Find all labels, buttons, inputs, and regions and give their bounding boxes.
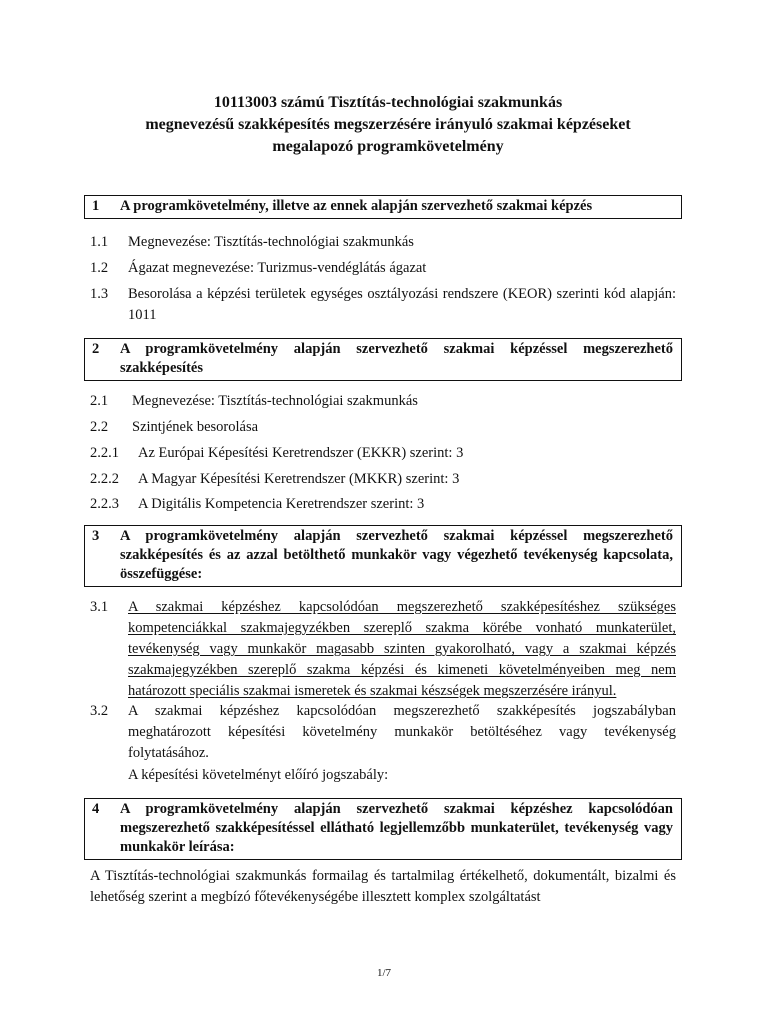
item-number: 3.2 xyxy=(90,703,109,719)
item-number: 3.1 xyxy=(90,599,109,615)
section-4-heading xyxy=(84,798,682,860)
item-number: 1.3 xyxy=(90,286,109,302)
item-number: 2.2.2 xyxy=(90,471,119,487)
item-text: Besorolása a képzési területek egységes osztályozási rendszere (KEOR) szerinti kód alapján: 1011 xyxy=(128,286,676,323)
item-text: Ágazat megnevezése: Turizmus-vendéglátás ágazat xyxy=(128,260,427,276)
legal-note: A képesítési követelményt előíró jogszabály: xyxy=(128,767,389,783)
section-3-heading xyxy=(84,525,682,587)
item-text: Megnevezése: Tisztítás-technológiai szakmunkás xyxy=(128,234,414,250)
item-text: A Magyar Képesítési Keretrendszer (MKKR) szerint: 3 xyxy=(138,471,460,487)
section-number: 2 xyxy=(92,341,100,357)
list-item xyxy=(90,495,676,514)
section-number: 1 xyxy=(92,198,100,214)
list-item xyxy=(90,418,676,437)
section-heading-text: A programkövetelmény, illetve az ennek alapján szervezhető szakmai képzés xyxy=(120,198,593,214)
page-number: 1/7 xyxy=(376,967,392,979)
title-line-2: megnevezésű szakképesítés megszerzésére irányuló szakmai képzéseket xyxy=(145,116,631,133)
section-heading-text: A programkövetelmény alapján szervezhető szakmai képzéssel megszerezhető szakképesítés xyxy=(120,341,673,376)
item-text: A Digitális Kompetencia Keretrendszer szerint: 3 xyxy=(138,496,425,512)
document-title xyxy=(90,92,686,158)
item-text: Szintjének besorolása xyxy=(132,419,259,435)
list-item xyxy=(90,233,676,252)
section-2-heading xyxy=(84,338,682,381)
item-text: Az Európai Képesítési Keretrendszer (EKKR) szerint: 3 xyxy=(138,445,464,461)
list-item xyxy=(90,444,676,463)
section-number: 3 xyxy=(92,528,100,544)
list-item xyxy=(90,470,676,489)
item-number: 1.2 xyxy=(90,260,109,276)
title-line-3: megalapozó programkövetelmény xyxy=(272,138,504,155)
title-line-1: 10113003 számú Tisztítás-technológiai szakmunkás xyxy=(213,94,563,111)
item-number: 2.2 xyxy=(90,419,109,435)
section-number: 4 xyxy=(92,801,100,817)
item-number: 2.2.1 xyxy=(90,445,119,461)
item-text: A szakmai képzéshez kapcsolódóan megszerezhető szakképesítéshez szükséges kompetenciákkal szakmajegyzékben szereplő szakma körébe vonható munkaterület, tevékenység vagy munkakör magasabb szinten gyakorolható, vagy a szakmai képzés szakmajegyzékben szereplő szakma képzési és kimeneti követelményeiben meg nem határozott speciális szakmai ismeretek és szakmai készségek megszerzésére irányul. xyxy=(128,599,676,699)
section-heading-text: A programkövetelmény alapján szervezhető szakmai képzéssel megszerezhető szakképesítés és az azzal betölthető munkakör vagy végezhető tevékenység kapcsolata, összefüggése: xyxy=(120,528,673,582)
item-text: Megnevezése: Tisztítás-technológiai szakmunkás xyxy=(132,393,418,409)
item-text: A szakmai képzéshez kapcsolódóan megszerezhető szakképesítés jogszabályban meghatározott képesítési követelmény munkakör betöltéséhez vagy tevékenység folytatásához. xyxy=(128,703,676,761)
item-number: 1.1 xyxy=(90,234,109,250)
item-number: 2.1 xyxy=(90,393,109,409)
list-item xyxy=(90,259,676,278)
item-number: 2.2.3 xyxy=(90,496,119,512)
section-heading-text: A programkövetelmény alapján szervezhető szakmai képzéshez kapcsolódóan megszerezhető szakképesítéssel ellátható legjellemzőbb munkaterület, tevékenység vagy munkakör leírása: xyxy=(120,801,673,855)
section-body-text: A Tisztítás-technológiai szakmunkás formailag és tartalmilag értékelhető, dokumentált, bizalmi és lehetőség szerint a megbízó főtevékenységébe illesztett komplex szolgáltatást xyxy=(90,868,676,905)
list-item xyxy=(90,392,676,411)
section-1-heading xyxy=(84,195,682,219)
